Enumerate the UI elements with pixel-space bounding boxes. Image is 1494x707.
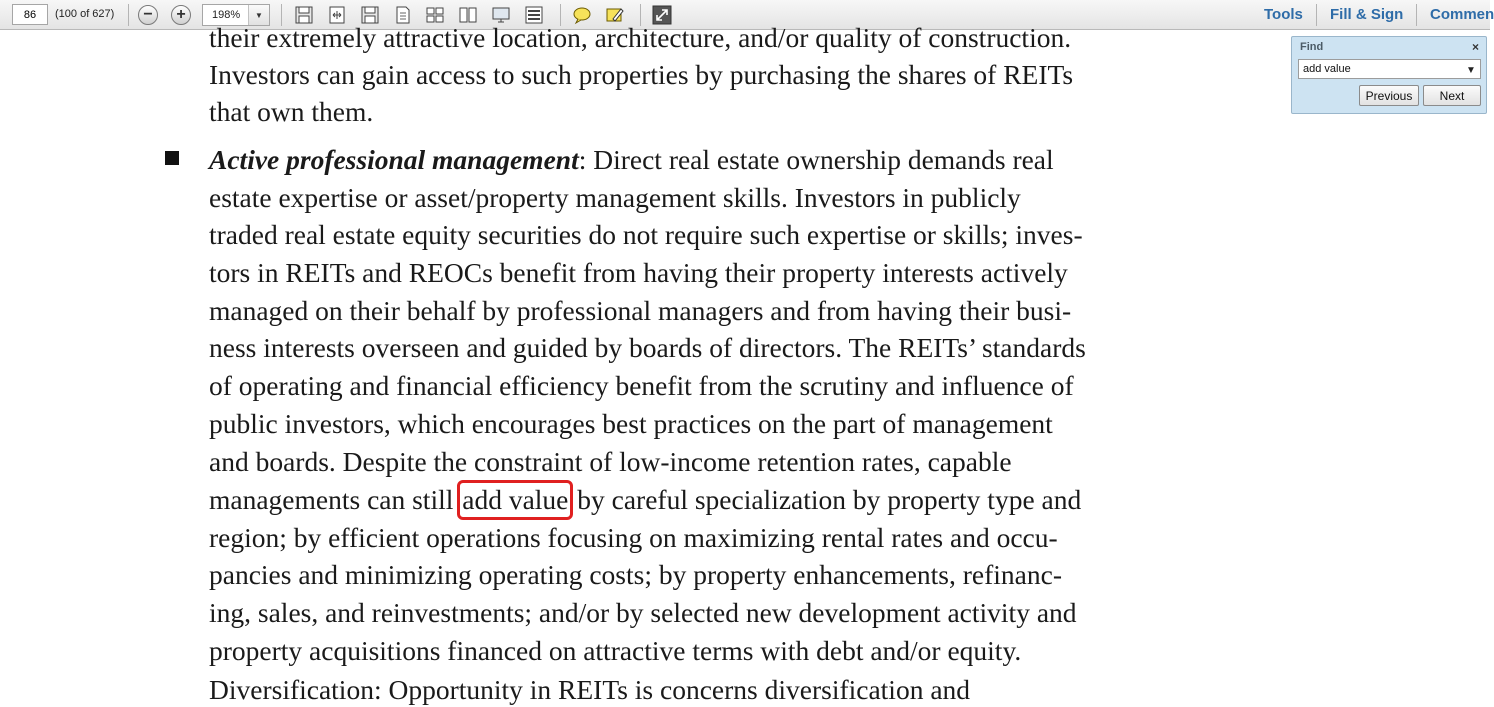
text-line: pancies and minimizing operating costs; by property enhancements, refinanc- bbox=[209, 559, 1062, 590]
text-line: ing, sales, and reinvestments; and/or by selected new development activity and bbox=[209, 597, 1077, 628]
text-line: estate expertise or asset/property management skills. Investors in publicly bbox=[209, 182, 1021, 213]
text-line: public investors, which encourages best practices on the part of management bbox=[209, 408, 1053, 439]
find-title: Find bbox=[1300, 41, 1324, 53]
text-line: ness interests overseen and guided by boards of directors. The REITs’ standards bbox=[209, 332, 1086, 363]
text-line: managed on their behalf by professional managers and from having their busi- bbox=[209, 295, 1072, 326]
zoom-out-button[interactable]: − bbox=[138, 5, 158, 25]
bullet-first-line bbox=[209, 143, 1054, 177]
text-after-match: by careful specialization by property type and bbox=[570, 484, 1082, 515]
bullet-heading: Active professional management bbox=[209, 144, 579, 175]
text-line: tors in REITs and REOCs benefit from having their property interests actively bbox=[209, 257, 1068, 288]
toolbar-separator bbox=[128, 4, 129, 26]
chevron-down-icon[interactable]: ▼ bbox=[248, 5, 269, 25]
text-line-partial: Diversification: Opportunity in REITs is concerns diversification and bbox=[209, 674, 971, 705]
comment-link[interactable]: Commen bbox=[1430, 6, 1494, 23]
text-before-match: managements can still bbox=[209, 484, 461, 515]
search-match-highlight: add value bbox=[462, 484, 569, 515]
page-number-input[interactable] bbox=[12, 4, 48, 25]
find-input[interactable] bbox=[1298, 59, 1481, 79]
chevron-down-icon[interactable]: ▼ bbox=[1466, 65, 1476, 76]
find-panel bbox=[1291, 36, 1487, 114]
text-line: of operating and financial efficiency benefit from the scrutiny and influence of bbox=[209, 370, 1074, 401]
next-button[interactable]: Next bbox=[1423, 85, 1481, 106]
text-line: their extremely attractive location, architecture, and/or quality of construction. bbox=[209, 22, 1072, 53]
text-line: and boards. Despite the constraint of low-income retention rates, capable bbox=[209, 446, 1012, 477]
document-page bbox=[0, 22, 1490, 705]
text-line: property acquisitions financed on attractive terms with debt and/or equity. bbox=[209, 635, 1022, 666]
bullet-first-rest: : Direct real estate ownership demands real bbox=[578, 144, 1054, 175]
toolbar-separator bbox=[1316, 4, 1317, 26]
toolbar-separator bbox=[1416, 4, 1417, 26]
bullet-square-icon bbox=[165, 151, 179, 165]
tools-link[interactable]: Tools bbox=[1264, 6, 1303, 23]
text-line: region; by efficient operations focusing on maximizing rental rates and occu- bbox=[209, 522, 1058, 553]
page-count: (100 of 627) bbox=[55, 8, 115, 20]
highlight-line bbox=[209, 483, 1081, 517]
zoom-value: 198% bbox=[212, 9, 241, 21]
text-line: Investors can gain access to such properties by purchasing the shares of REITs bbox=[209, 59, 1074, 90]
text-line: traded real estate equity securities do not require such expertise or skills; inves- bbox=[209, 219, 1083, 250]
zoom-in-button[interactable]: + bbox=[171, 5, 191, 25]
text-line: that own them. bbox=[209, 96, 374, 127]
close-icon[interactable]: × bbox=[1471, 40, 1479, 54]
previous-button[interactable]: Previous bbox=[1359, 85, 1419, 106]
fill-sign-link[interactable]: Fill & Sign bbox=[1330, 6, 1404, 23]
